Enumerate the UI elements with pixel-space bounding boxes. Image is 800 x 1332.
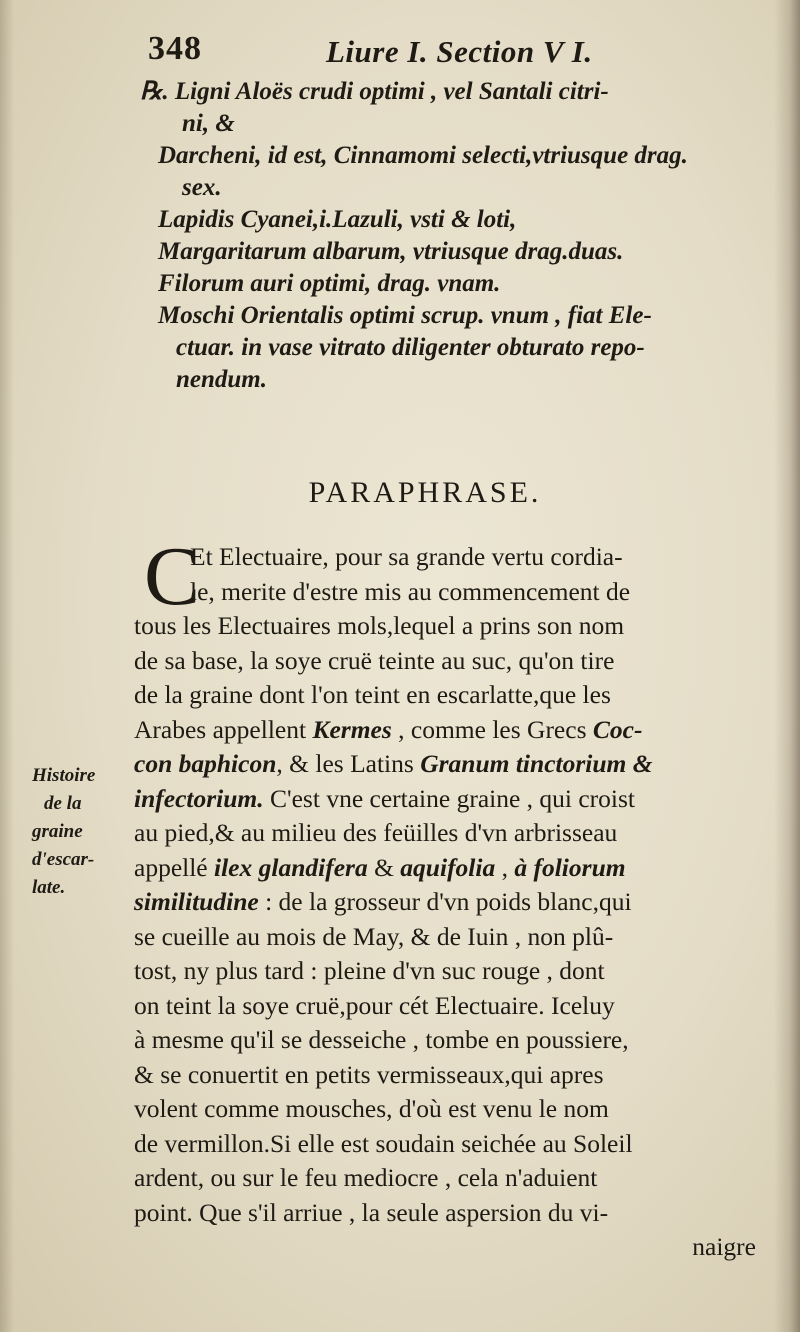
body-line: tous les Electuaires mols,lequel a prins son nom xyxy=(134,611,625,640)
italic-term: aquifolia xyxy=(400,852,496,882)
body-line: tost, ny plus tard : pleine d'vn suc rouge , dont xyxy=(134,956,605,985)
body-line: se cueille au mois de May, & de Iuin , non plû- xyxy=(134,921,614,951)
page-number: 348 xyxy=(148,30,202,67)
text-run: , & les Latins xyxy=(276,749,421,778)
recipe-line: Lapidis Cyanei,i.Lazuli, vsti & loti, xyxy=(158,206,517,233)
recipe-line: ℞. Ligni Aloës crudi optimi , vel Santali citri- xyxy=(140,78,609,105)
body-line xyxy=(134,885,764,920)
italic-term: Kermes xyxy=(312,714,392,744)
section-title-text: PARAPHRASE. xyxy=(308,476,542,509)
recipe-line: Margaritarum albarum, vtriusque drag.duas. xyxy=(158,238,624,265)
margin-note-line: Histoire xyxy=(32,765,96,786)
body-line xyxy=(134,575,764,610)
recipe-block xyxy=(140,76,780,396)
recipe-line: nendum. xyxy=(176,366,268,393)
body-line-text: le, merite d'estre mis au commencement de xyxy=(190,576,631,606)
recipe-line: Filorum auri optimi, drag. vnam. xyxy=(158,270,501,297)
margin-note-line: graine xyxy=(32,821,83,842)
text-run: : de la grosseur d'vn poids blanc,qui xyxy=(258,887,632,916)
italic-term: ilex glandifera xyxy=(214,852,368,882)
italic-term: similitudine xyxy=(134,887,259,916)
body-line: de sa base, la soye cruë teinte au suc, qu'on tire xyxy=(134,645,615,675)
body-line xyxy=(134,747,764,782)
body-line: au pied,& au milieu des feüilles d'vn arbrisseau xyxy=(134,818,618,847)
body-line xyxy=(134,713,764,748)
text-run: & xyxy=(367,852,401,882)
catchword: naigre xyxy=(692,1232,756,1261)
text-run: , xyxy=(495,852,515,882)
margin-note-line: de la xyxy=(44,793,82,814)
body-line: de vermillon.Si elle est soudain seichée au Soleil xyxy=(134,1128,633,1158)
margin-note xyxy=(32,762,132,902)
italic-term: Coc- xyxy=(592,714,643,744)
body-line: ardent, ou sur le feu mediocre , cela n'aduient xyxy=(134,1163,598,1192)
recipe-line: ni, & xyxy=(182,110,235,137)
italic-term: Granum tinctorium & xyxy=(420,749,653,778)
body-line: à mesme qu'il se desseiche , tombe en poussiere, xyxy=(134,1025,629,1054)
body-line: on teint la soye cruë,pour cét Electuaire. Iceluy xyxy=(134,990,615,1020)
italic-term: à foliorum xyxy=(514,852,626,882)
page-header xyxy=(148,30,708,80)
margin-note-line: d'escar- xyxy=(32,849,95,870)
running-head: Liure I. Section V I. xyxy=(326,34,593,69)
recipe-line: sex. xyxy=(182,174,222,201)
recipe-line: Moschi Orientalis optimi scrup. vnum , fiat Ele- xyxy=(158,302,652,329)
body-line: volent comme mousches, d'où est venu le nom xyxy=(134,1094,609,1123)
text-run: , comme les Grecs xyxy=(391,714,593,744)
margin-note-line: late. xyxy=(32,877,66,898)
body-line-text: Et Electuaire, pour sa grande vertu cordia- xyxy=(190,542,623,571)
drop-cap: C xyxy=(144,530,201,623)
body-line: point. Que s'il arriue , la seule aspersion du vi- xyxy=(134,1197,609,1227)
text-run: appellé xyxy=(134,852,214,882)
paraphrase-paragraph xyxy=(134,530,764,1265)
italic-term: con baphicon xyxy=(134,749,277,778)
recipe-line: Darcheni, id est, Cinnamomi selecti,vtriusque drag. xyxy=(158,142,688,169)
text-run: Arabes appellent xyxy=(134,714,313,744)
page-edge-shadow xyxy=(0,0,14,1332)
recipe-line: ctuar. in vase vitrato diligenter obturato repo- xyxy=(176,334,645,361)
section-title xyxy=(0,476,800,510)
body-line: & se conuertit en petits vermisseaux,qui apres xyxy=(134,1059,604,1089)
body-line xyxy=(134,851,764,886)
body-line xyxy=(134,782,764,817)
body-line: de la graine dont l'on teint en escarlatte,que les xyxy=(134,680,611,709)
text-run: C'est vne certaine graine , qui croist xyxy=(263,783,636,813)
italic-term: infectorium. xyxy=(134,783,264,813)
